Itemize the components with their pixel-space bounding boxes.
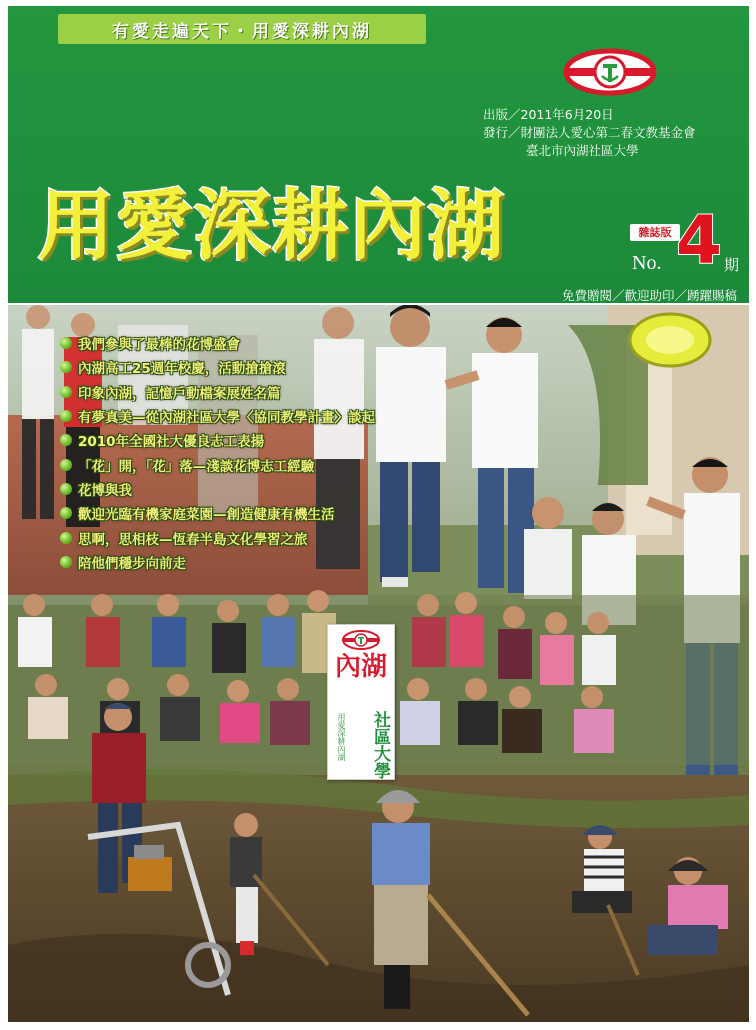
issue-suffix: 期 bbox=[724, 256, 740, 274]
toc-item-label: 我們參與了最棒的花博盛會 bbox=[78, 337, 240, 354]
toc-item-label: 花博與我 bbox=[78, 482, 132, 499]
issue-prefix: No. bbox=[632, 252, 662, 274]
toc-item[interactable] bbox=[60, 331, 500, 355]
bullet-icon bbox=[60, 532, 72, 544]
publisher-line-2: 臺北市內湖社區大學 bbox=[526, 143, 639, 158]
toc-item-label: 陪他們穩步向前走 bbox=[78, 555, 186, 572]
publish-date: 出版／2011年6月20日 bbox=[483, 107, 614, 122]
table-of-contents bbox=[60, 331, 500, 574]
bullet-icon bbox=[60, 386, 72, 398]
toc-item-label: 「花」開，「花」落—淺談花博志工經驗 bbox=[78, 458, 315, 475]
bullet-icon bbox=[60, 507, 72, 519]
bullet-icon bbox=[60, 459, 72, 471]
magazine-title: 用愛深耕內湖 bbox=[38, 181, 506, 270]
publish-info bbox=[483, 106, 753, 160]
toc-item[interactable] bbox=[60, 380, 500, 404]
toc-item-label: 思啊，思相枝—恆春半島文化學習之旅 bbox=[78, 531, 308, 548]
publisher-line: 發行／財團法人愛心第二春文教基金會 bbox=[483, 125, 696, 140]
toc-item[interactable] bbox=[60, 550, 500, 574]
toc-item[interactable] bbox=[60, 428, 500, 452]
toc-item[interactable] bbox=[60, 501, 500, 525]
banner-side-text: 用愛深耕內湖 bbox=[337, 713, 346, 761]
bullet-icon bbox=[60, 434, 72, 446]
free-distribution-note: 免費贈閱／歡迎助印／踴躍賜稿 bbox=[561, 288, 737, 303]
toc-item-label: 內湖高工25週年校慶，活動搶搶滾 bbox=[78, 361, 286, 378]
toc-item[interactable] bbox=[60, 355, 500, 379]
foundation-logo-icon bbox=[560, 42, 660, 102]
toc-item[interactable] bbox=[60, 525, 500, 549]
toc-item[interactable] bbox=[60, 404, 500, 428]
banner-logo-icon bbox=[341, 629, 381, 651]
bullet-icon bbox=[60, 361, 72, 373]
edition-badge: 雜誌版 bbox=[630, 224, 680, 241]
community-college-banner bbox=[327, 624, 395, 780]
banner-title: 內湖 bbox=[334, 652, 387, 682]
bullet-icon bbox=[60, 556, 72, 568]
issue-number: 4 bbox=[676, 202, 722, 279]
cover-header bbox=[8, 6, 749, 303]
toc-item-label: 印象內湖，記憶戶動檔案展姓名篇 bbox=[78, 385, 281, 402]
toc-item-label: 歡迎光臨有機家庭菜園—創造健康有機生活 bbox=[78, 507, 335, 524]
bullet-icon bbox=[60, 337, 72, 349]
toc-item-label: 2010年全國社大優良志工表揚 bbox=[78, 434, 265, 451]
toc-item-label: 有夢真美—從內湖社區大學〈協同教學計畫〉談起 bbox=[78, 410, 375, 427]
bullet-icon bbox=[60, 483, 72, 495]
bullet-icon bbox=[60, 410, 72, 422]
banner-subtitle: 社區大學 bbox=[370, 711, 390, 779]
slogan-bar: 有愛走遍天下・用愛深耕內湖 bbox=[58, 14, 426, 44]
toc-item[interactable] bbox=[60, 477, 500, 501]
toc-item[interactable] bbox=[60, 452, 500, 476]
